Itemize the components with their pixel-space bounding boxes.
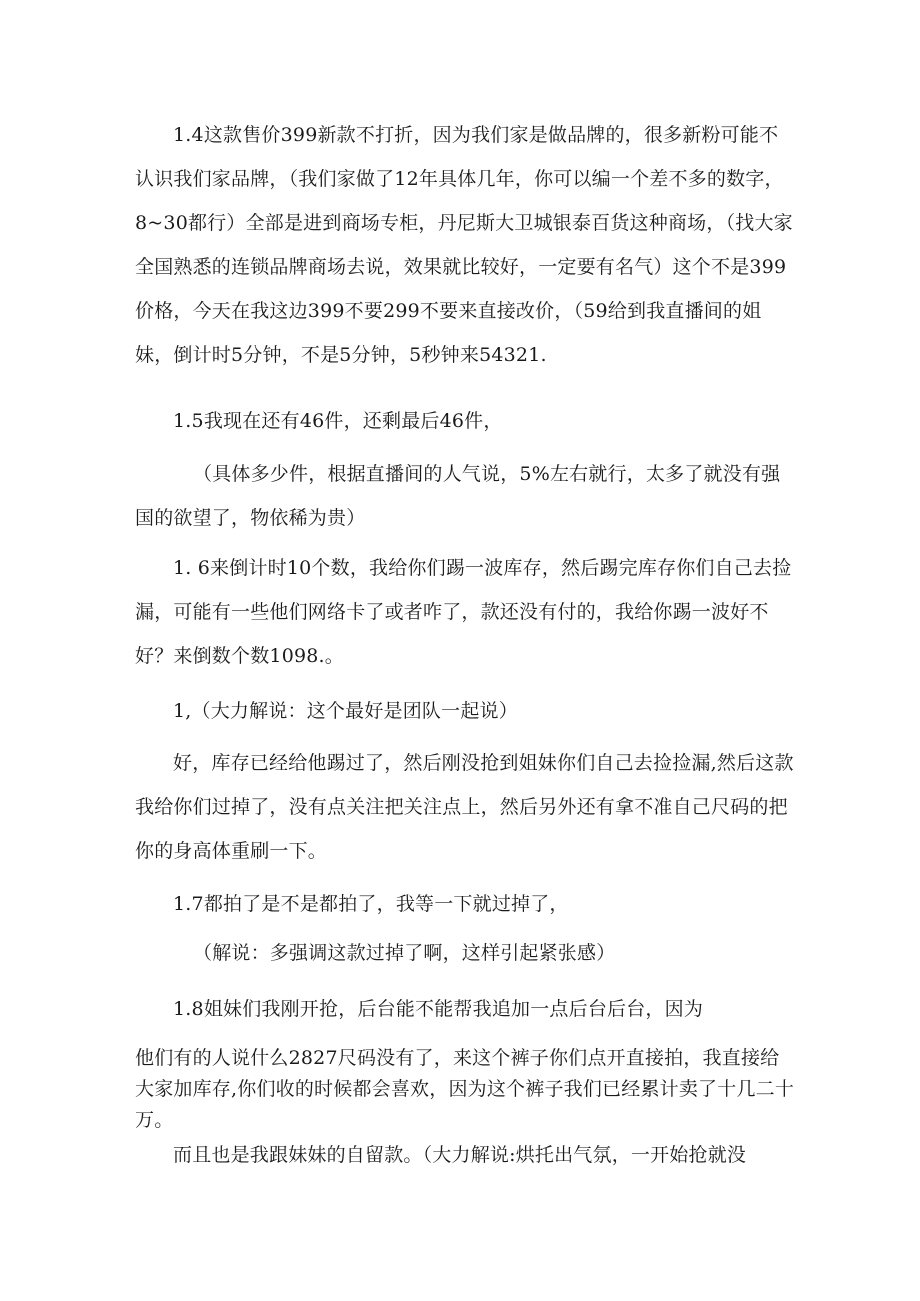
paragraph-1-5: 1.5我现在还有46件，还剩最后46件， — [173, 410, 503, 432]
paragraph-1-8: 1.8姐妹们我刚开抢，后台能不能帮我追加一点后台后台，因为 — [173, 998, 704, 1020]
paragraph-1-6: 1. 6来倒计时10个数，我给你们踢一波库存，然后踢完库存你们自己去捡漏，可能有一些他们网络卡了或者咋了，款还没有付的，我给你踢一波好不好？来倒数个数1098.。 — [135, 557, 792, 667]
paragraph-restock: 好，库存已经给他踢过了，然后刚没抢到姐妹你们自己去捡捡漏,然后这款我给你们过掉了，没有点关注把关注点上，然后另外还有拿不准自己尺码的把你的身高体重刷一下。 — [135, 752, 794, 862]
paragraph-own-style: 而且也是我跟妹妹的自留款。（大力解说:烘托出气氛，一开始抢就没 — [173, 1144, 747, 1166]
paragraph-note-quantity: （具体多少件，根据直播间的人气说，5%左右就行，太多了就没有强国的欲望了，物依稀为贵） — [135, 463, 781, 529]
paragraph-1-7: 1.7都拍了是不是都拍了，我等一下就过掉了， — [173, 893, 569, 915]
paragraph-1-4: 1.4这款售价399新款不打折，因为我们家是做品牌的，很多新粉可能不认识我们家品牌，（我们家做了12年具体几年，你可以编一个差不多的数字，8~30都行）全部是进到商场专柜，丹尼斯大卫城银泰百货这种商场，（找大家全国熟悉的连锁品牌商场去说，效果就比较好，一定要有名气）这个不是399价格，今天在我这边399不要299不要来直接改价，（59给到我直播间的姐妹，倒计时5分钟，不是5分钟，5秒钟来54321. — [135, 124, 793, 366]
paragraph-note-urgency: （解说：多强调这款过掉了啊，这样引起紧张感） — [193, 942, 616, 964]
paragraph-commentary-team: 1,（大力解说：这个最好是团队一起说） — [173, 700, 518, 722]
paragraph-add-stock: 他们有的人说什么2827尺码没有了，来这个裤子你们点开直接拍，我直接给大家加库存,你们收的时候都会喜欢，因为这个裤子我们已经累计卖了十几二十万。 — [135, 1047, 795, 1131]
